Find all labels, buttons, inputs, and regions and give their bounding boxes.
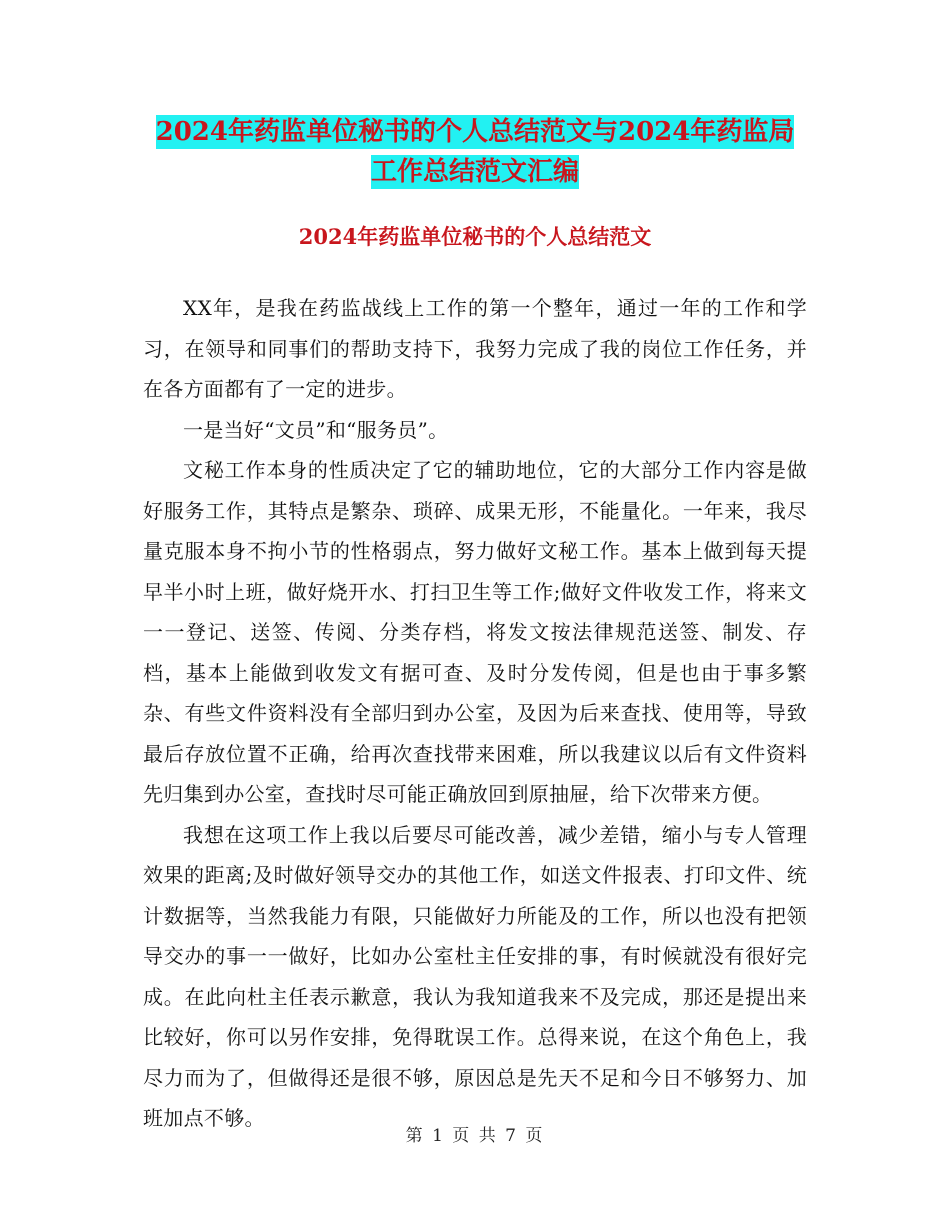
title-line-2: 工作总结范文汇编 bbox=[370, 157, 579, 187]
paragraph-2: 一是当好“文员”和“服务员”。 bbox=[183, 417, 449, 442]
document-body bbox=[143, 288, 807, 1139]
paragraph-1: XX年，是我在药监战线上工作的第一个整年，通过一年的工作和学习，在领导和同事们的帮助支持下，我努力完成了我的岗位工作任务，并在各方面都有了一定的进步。 bbox=[143, 296, 807, 401]
page-number-footer: 第 1 页 共 7 页 bbox=[405, 1126, 545, 1146]
paragraph-4: 我想在这项工作上我以后要尽可能改善，减少差错，缩小与专人管理效果的距离;及时做好领导交办的其他工作，如送文件报表、打印文件、统计数据等，当然我能力有限，只能做好力所能及的工作，所以也没有把领导交办的事一一做好，比如办公室杜主任安排的事，有时候就没有很好完成。在此向杜主任表示歉意，我认为我知道我来不及完成，那还是提出来比较好，你可以另作安排，免得耽误工作。总得来说，在这个角色上，我尽力而为了，但做得还是很不够，原因总是先天不足和今日不够努力、加班加点不够。 bbox=[143, 822, 807, 1130]
title-line-1: 2024年药监单位秘书的个人总结范文与2024年药监局 bbox=[155, 117, 795, 147]
paragraph-3: 文秘工作本身的性质决定了它的辅助地位，它的大部分工作内容是做好服务工作，其特点是繁杂、琐碎、成果无形，不能量化。一年来，我尽量克服本身不拘小节的性格弱点，努力做好文秘工作。基本上做到每天提早半小时上班，做好烧开水、打扫卫生等工作;做好文件收发工作，将来文一一登记、送签、传阅、分类存档，将发文按法律规范送签、制发、存档，基本上能做到收发文有据可查、及时分发传阅，但是也由于事多繁杂、有些文件资料没有全部归到办公室，及因为后来查找、使用等，导致最后存放位置不正确，给再次查找带来困难，所以我建议以后有文件资料先归集到办公室，查找时尽可能正确放回到原抽屉，给下次带来方便。 bbox=[143, 458, 807, 806]
section-title: 2024年药监单位秘书的个人总结范文 bbox=[298, 224, 652, 249]
document-title bbox=[0, 112, 950, 192]
